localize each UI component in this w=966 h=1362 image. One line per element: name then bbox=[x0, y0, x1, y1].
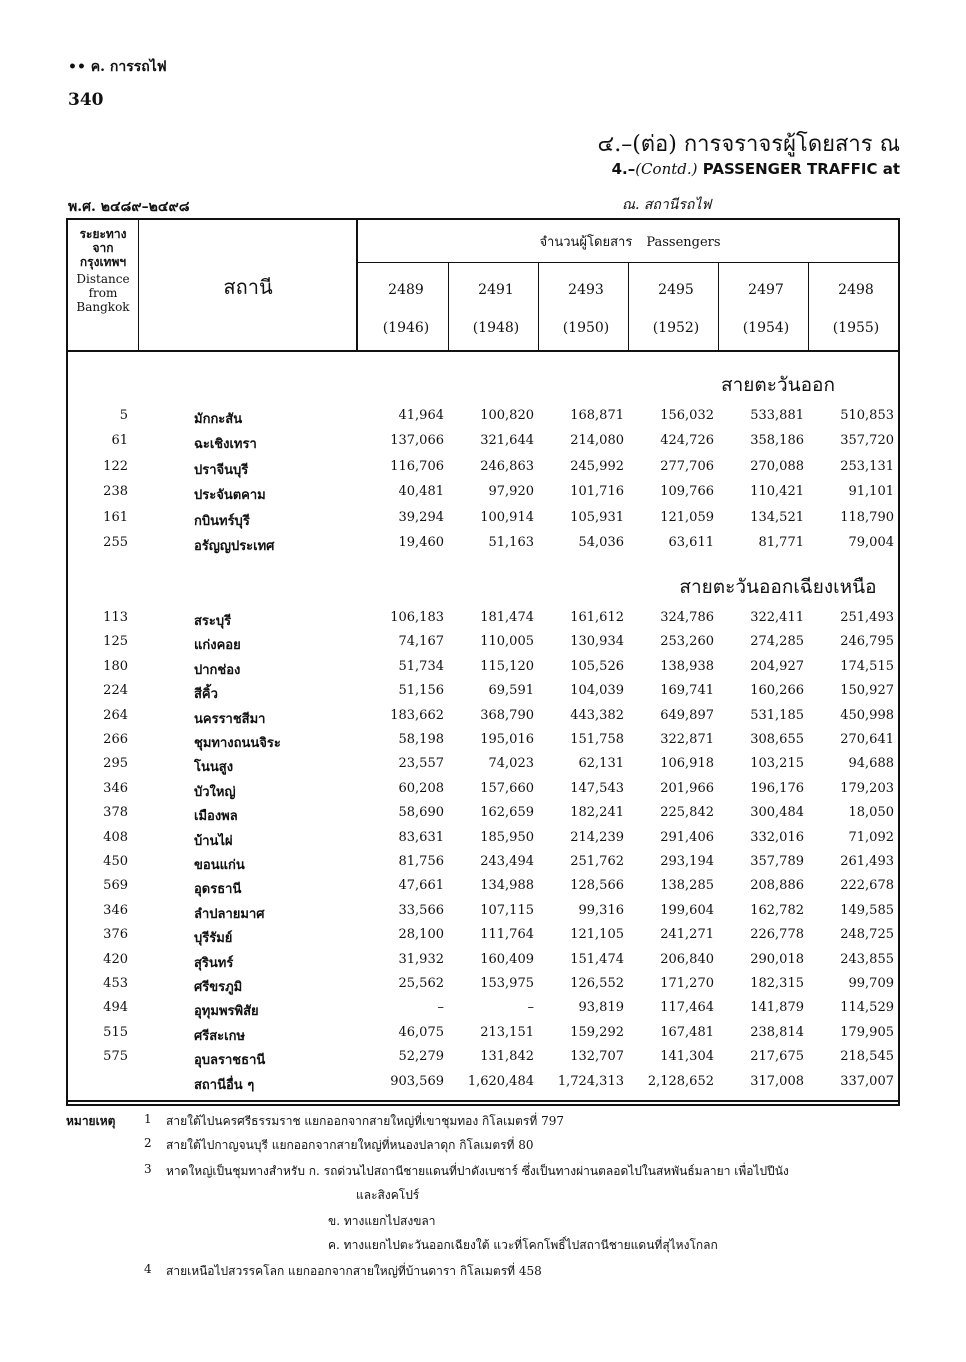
value-cell: 91,101 bbox=[848, 484, 894, 500]
distance-cell: 61 bbox=[111, 433, 128, 449]
distance-cell: 378 bbox=[103, 805, 128, 821]
value-cell: 110,421 bbox=[750, 484, 804, 500]
value-cell: 100,914 bbox=[480, 509, 534, 525]
value-cell: 116,706 bbox=[390, 458, 444, 474]
value-cell: 195,016 bbox=[480, 732, 534, 747]
value-cell: 248,725 bbox=[840, 927, 894, 943]
divider bbox=[138, 220, 139, 350]
distance-cell: 161 bbox=[103, 509, 128, 525]
value-cell: 74,023 bbox=[488, 756, 534, 772]
value-cell: 291,406 bbox=[660, 829, 714, 845]
table-row bbox=[68, 634, 898, 659]
value-cell: 332,016 bbox=[750, 829, 804, 845]
station-cell: บ้านไผ่ bbox=[194, 833, 233, 849]
value-cell: 300,484 bbox=[750, 805, 804, 821]
distance-cell: 264 bbox=[103, 707, 128, 723]
station-cell: ศรีสะเกษ bbox=[194, 1028, 246, 1044]
value-cell: 270,641 bbox=[840, 732, 894, 747]
value-cell: 204,927 bbox=[750, 658, 804, 674]
value-cell: 169,741 bbox=[660, 683, 714, 699]
value-cell: 274,285 bbox=[750, 634, 804, 650]
table-row bbox=[68, 805, 898, 830]
value-cell: 74,167 bbox=[398, 634, 444, 650]
value-cell: 226,778 bbox=[750, 927, 804, 943]
value-cell: 117,464 bbox=[660, 1000, 714, 1016]
value-cell: 137,066 bbox=[390, 433, 444, 449]
column-header-passengers bbox=[360, 236, 900, 251]
page-number: 340 bbox=[68, 90, 104, 110]
value-cell: 25,562 bbox=[398, 976, 444, 991]
value-cell: – bbox=[527, 1000, 534, 1016]
note-text: ค. ทางแยกไปตะวันออกเฉียงใต้ แวะที่โคกโพธิ์ไปสถานีชายแดนที่สุไหงโกลก bbox=[328, 1238, 718, 1252]
value-cell: 121,059 bbox=[660, 509, 714, 525]
value-cell: 337,007 bbox=[840, 1073, 894, 1089]
value-cell: 321,644 bbox=[480, 433, 534, 449]
value-cell: 322,871 bbox=[660, 732, 714, 747]
station-cell: อุทุมพรพิสัย bbox=[194, 1004, 259, 1020]
station-cell: ศรีขรภูมิ bbox=[194, 980, 243, 995]
table-row bbox=[68, 878, 898, 903]
value-cell: 246,795 bbox=[840, 634, 894, 650]
value-cell: 131,842 bbox=[480, 1049, 534, 1065]
value-cell: 357,789 bbox=[750, 854, 804, 869]
value-cell: 100,820 bbox=[480, 408, 534, 423]
value-cell: 115,120 bbox=[480, 658, 534, 674]
distance-cell: 238 bbox=[103, 484, 128, 500]
value-cell: 97,920 bbox=[488, 484, 534, 500]
table-row bbox=[68, 927, 898, 952]
value-cell: 128,566 bbox=[570, 878, 624, 894]
note-number: 3 bbox=[144, 1162, 152, 1176]
table-row bbox=[68, 1025, 898, 1050]
table-row bbox=[68, 756, 898, 781]
distance-cell: 180 bbox=[103, 658, 128, 674]
value-cell: 23,557 bbox=[398, 756, 444, 772]
table-row bbox=[68, 683, 898, 708]
distance-cell: 453 bbox=[103, 976, 128, 991]
value-cell: 28,100 bbox=[398, 927, 444, 943]
value-cell: 160,409 bbox=[480, 951, 534, 967]
station-cell: อุดรธานี bbox=[194, 882, 242, 898]
value-cell: 138,285 bbox=[660, 878, 714, 894]
value-cell: 214,239 bbox=[570, 829, 624, 845]
value-cell: 2,128,652 bbox=[647, 1073, 714, 1089]
table-row bbox=[68, 408, 898, 433]
note-text: สายใต้ไปกาญจนบุรี แยกออกจากสายใหญ่ที่หนองปลาดุก กิโลเมตรที่ 80 bbox=[166, 1138, 534, 1152]
table-row bbox=[68, 708, 898, 733]
value-cell: 450,998 bbox=[840, 707, 894, 723]
value-cell: 531,185 bbox=[750, 707, 804, 723]
value-cell: 147,543 bbox=[570, 780, 624, 796]
value-cell: 368,790 bbox=[480, 707, 534, 723]
value-cell: 83,631 bbox=[398, 829, 444, 845]
value-cell: 62,131 bbox=[578, 756, 624, 772]
table-row bbox=[68, 484, 898, 509]
table-row bbox=[68, 510, 898, 535]
table-bottom-rule bbox=[68, 1100, 898, 1102]
divider bbox=[356, 220, 358, 350]
value-cell: 109,766 bbox=[660, 484, 714, 500]
value-cell: 81,756 bbox=[398, 854, 444, 869]
value-cell: 156,032 bbox=[660, 408, 714, 423]
value-cell: 261,493 bbox=[840, 854, 894, 869]
value-cell: 52,279 bbox=[398, 1049, 444, 1065]
value-cell: 196,176 bbox=[750, 780, 804, 796]
value-cell: 58,690 bbox=[398, 805, 444, 821]
distance-cell: 113 bbox=[103, 610, 128, 625]
value-cell: 99,316 bbox=[578, 902, 624, 918]
value-cell: 162,782 bbox=[750, 902, 804, 918]
line-heading-east: สายตะวันออก bbox=[721, 374, 835, 396]
station-cell: เมืองพล bbox=[194, 809, 238, 825]
value-cell: 126,552 bbox=[570, 976, 624, 991]
value-cell: 157,660 bbox=[480, 780, 534, 796]
table-row bbox=[68, 535, 898, 560]
table-row bbox=[68, 830, 898, 855]
value-cell: 171,270 bbox=[660, 976, 714, 991]
value-cell: 293,194 bbox=[660, 854, 714, 869]
value-cell: 40,481 bbox=[398, 484, 444, 500]
station-cell: แก่งคอย bbox=[194, 638, 241, 654]
note-text: ข. ทางแยกไปสงขลา bbox=[328, 1214, 436, 1228]
value-cell: 159,292 bbox=[570, 1024, 624, 1040]
station-cell: ประจันตคาม bbox=[194, 488, 266, 504]
value-cell: 243,494 bbox=[480, 854, 534, 869]
value-cell: 58,198 bbox=[398, 732, 444, 747]
station-cell: สีคิ้ว bbox=[194, 687, 218, 703]
note-text: สายใต้ไปนครศรีธรรมราช แยกออกจากสายใหญ่ที่เขาชุมทอง กิโลเมตรที่ 797 bbox=[166, 1114, 564, 1128]
distance-cell: 569 bbox=[103, 878, 128, 894]
value-cell: 222,678 bbox=[840, 878, 894, 894]
value-cell: 253,131 bbox=[840, 458, 894, 474]
value-cell: 179,905 bbox=[840, 1024, 894, 1040]
value-cell: 106,918 bbox=[660, 756, 714, 772]
passengers-header-eng: Passengers bbox=[646, 235, 721, 250]
value-cell: 103,215 bbox=[750, 756, 804, 772]
value-cell: 246,863 bbox=[480, 458, 534, 474]
table-row bbox=[68, 732, 898, 757]
value-cell: 105,931 bbox=[570, 509, 624, 525]
value-cell: 251,762 bbox=[570, 854, 624, 869]
value-cell: 162,659 bbox=[480, 805, 534, 821]
value-cell: 18,050 bbox=[848, 805, 894, 821]
station-cell: สระบุรี bbox=[194, 614, 232, 629]
value-cell: 217,675 bbox=[750, 1049, 804, 1065]
value-cell: 185,950 bbox=[480, 829, 534, 845]
value-cell: 60,208 bbox=[398, 780, 444, 796]
value-cell: 118,790 bbox=[840, 509, 894, 525]
value-cell: 179,203 bbox=[840, 780, 894, 796]
note-number: 1 bbox=[144, 1112, 152, 1126]
value-cell: 105,526 bbox=[570, 658, 624, 674]
value-cell: 79,004 bbox=[848, 535, 894, 550]
value-cell: 253,260 bbox=[660, 634, 714, 650]
passengers-header-thai: จำนวนผู้โดยสาร bbox=[539, 235, 633, 250]
note-number: 2 bbox=[144, 1136, 152, 1150]
value-cell: 99,709 bbox=[848, 976, 894, 991]
value-cell: 134,521 bbox=[750, 509, 804, 525]
distance-cell: 450 bbox=[103, 854, 128, 869]
table-row bbox=[68, 459, 898, 484]
value-cell: 213,151 bbox=[480, 1024, 534, 1040]
station-cell: ลำปลายมาศ bbox=[194, 906, 265, 922]
value-cell: 443,382 bbox=[570, 707, 624, 723]
value-cell: 277,706 bbox=[660, 458, 714, 474]
value-cell: 81,771 bbox=[758, 535, 804, 550]
table-row bbox=[68, 976, 898, 1001]
value-cell: 33,566 bbox=[398, 902, 444, 918]
value-cell: 270,088 bbox=[750, 458, 804, 474]
value-cell: 225,842 bbox=[660, 805, 714, 821]
value-cell: 533,881 bbox=[750, 408, 804, 423]
station-cell: มักกะสัน bbox=[194, 412, 243, 427]
value-cell: 130,934 bbox=[570, 634, 624, 650]
distance-cell: 122 bbox=[103, 458, 128, 474]
table-row bbox=[68, 854, 898, 879]
title-number: 4.– bbox=[611, 160, 636, 178]
value-cell: 290,018 bbox=[750, 951, 804, 967]
distance-cell: 295 bbox=[103, 756, 128, 772]
value-cell: 54,036 bbox=[578, 535, 624, 550]
value-cell: 114,529 bbox=[840, 1000, 894, 1016]
page-title-english bbox=[612, 160, 900, 178]
table-row bbox=[68, 903, 898, 928]
line-heading-northeast: สายตะวันออกเฉียงเหนือ bbox=[679, 576, 877, 598]
distance-cell: 515 bbox=[103, 1024, 128, 1040]
value-cell: 110,005 bbox=[480, 634, 534, 650]
year-header: 2497 (1954) bbox=[742, 282, 790, 336]
distance-cell: 346 bbox=[103, 902, 128, 918]
station-cell: กบินทร์บุรี bbox=[194, 513, 250, 529]
value-cell: 141,304 bbox=[660, 1049, 714, 1065]
value-cell: 41,964 bbox=[398, 408, 444, 423]
value-cell: 208,886 bbox=[750, 878, 804, 894]
station-cell: สุรินทร์ bbox=[194, 955, 234, 971]
value-cell: 107,115 bbox=[480, 902, 534, 918]
value-cell: 141,879 bbox=[750, 1000, 804, 1016]
distance-cell: 224 bbox=[103, 683, 128, 699]
table-row bbox=[68, 1000, 898, 1025]
note-text: สายเหนือไปสวรรคโลก แยกออกจากสายใหญ่ที่บ้านดารา กิโลเมตรที่ 458 bbox=[166, 1264, 542, 1278]
handwritten-note: ณ. สถานีรถไฟ bbox=[622, 197, 712, 213]
value-cell: 322,411 bbox=[750, 610, 804, 625]
value-cell: 1,620,484 bbox=[467, 1073, 534, 1089]
station-cell: ขอนแก่น bbox=[194, 858, 245, 873]
column-header-station: สถานี bbox=[223, 275, 273, 299]
title-text: PASSENGER TRAFFIC at bbox=[702, 160, 900, 178]
value-cell: 182,315 bbox=[750, 976, 804, 991]
station-cell: สถานีอื่น ๆ bbox=[194, 1077, 255, 1093]
value-cell: 649,897 bbox=[660, 707, 714, 723]
table-row bbox=[68, 952, 898, 977]
station-cell: ชุมทางถนนจิระ bbox=[194, 736, 281, 751]
distance-header-eng: Distance from Bangkok bbox=[76, 272, 130, 314]
value-cell: 317,008 bbox=[750, 1073, 804, 1089]
table-row bbox=[68, 1074, 898, 1099]
page-title-thai: ๔.–(ต่อ) การจราจรผู้โดยสาร ณ bbox=[597, 132, 900, 157]
station-cell: โนนสูง bbox=[194, 760, 234, 776]
value-cell: 160,266 bbox=[750, 683, 804, 699]
station-cell: ปากช่อง bbox=[194, 662, 241, 678]
value-cell: 46,075 bbox=[398, 1024, 444, 1040]
value-cell: 51,734 bbox=[398, 658, 444, 674]
value-cell: 201,966 bbox=[660, 780, 714, 796]
table-row bbox=[68, 781, 898, 806]
notes-label: หมายเหตุ bbox=[66, 1114, 116, 1128]
year-header: 2489 (1946) bbox=[382, 282, 430, 336]
station-cell: อรัญญประเทศ bbox=[194, 539, 275, 554]
note-text: และสิงคโปร์ bbox=[356, 1188, 420, 1202]
distance-cell: 376 bbox=[103, 927, 128, 943]
value-cell: 151,474 bbox=[570, 951, 624, 967]
distance-cell: 408 bbox=[103, 829, 128, 845]
value-cell: 71,092 bbox=[848, 829, 894, 845]
value-cell: 111,764 bbox=[480, 927, 534, 943]
year-header: 2491 (1948) bbox=[472, 282, 520, 336]
value-cell: 19,460 bbox=[398, 535, 444, 550]
distance-cell: 255 bbox=[103, 535, 128, 550]
value-cell: 153,975 bbox=[480, 976, 534, 991]
value-cell: 424,726 bbox=[660, 433, 714, 449]
value-cell: 31,932 bbox=[398, 951, 444, 967]
value-cell: 308,655 bbox=[750, 732, 804, 747]
value-cell: 150,927 bbox=[840, 683, 894, 699]
table-row bbox=[68, 610, 898, 635]
value-cell: 168,871 bbox=[570, 408, 624, 423]
year-header: 2493 (1950) bbox=[562, 282, 610, 336]
header-bottom-rule bbox=[68, 350, 898, 352]
value-cell: 63,611 bbox=[668, 535, 714, 550]
value-cell: 93,819 bbox=[578, 1000, 624, 1016]
value-cell: 134,988 bbox=[480, 878, 534, 894]
value-cell: 903,569 bbox=[390, 1073, 444, 1089]
distance-cell: 494 bbox=[103, 1000, 128, 1016]
value-cell: 101,716 bbox=[570, 484, 624, 500]
station-cell: นครราชสีมา bbox=[194, 711, 266, 727]
value-cell: 104,039 bbox=[570, 683, 624, 699]
value-cell: 94,688 bbox=[848, 756, 894, 772]
value-cell: 132,707 bbox=[570, 1049, 624, 1065]
value-cell: 69,591 bbox=[488, 683, 534, 699]
station-cell: ปราจีนบุรี bbox=[194, 462, 249, 478]
value-cell: 51,156 bbox=[398, 683, 444, 699]
year-header: 2495 (1952) bbox=[652, 282, 700, 336]
value-cell: 182,241 bbox=[570, 805, 624, 821]
value-cell: 206,840 bbox=[660, 951, 714, 967]
table-row bbox=[68, 1049, 898, 1074]
year-header: 2498 (1955) bbox=[832, 282, 880, 336]
value-cell: 47,661 bbox=[398, 878, 444, 894]
station-cell: อุบลราชธานี bbox=[194, 1053, 266, 1069]
value-cell: 39,294 bbox=[398, 509, 444, 525]
table-row bbox=[68, 659, 898, 684]
station-cell: บัวใหญ่ bbox=[194, 784, 236, 800]
value-cell: 106,183 bbox=[390, 610, 444, 625]
distance-cell: 575 bbox=[103, 1049, 128, 1065]
value-cell: 1,724,313 bbox=[557, 1073, 624, 1089]
value-cell: 199,604 bbox=[660, 902, 714, 918]
value-cell: 161,612 bbox=[570, 610, 624, 625]
value-cell: 251,493 bbox=[840, 610, 894, 625]
value-cell: 51,163 bbox=[488, 535, 534, 550]
value-cell: 238,814 bbox=[750, 1024, 804, 1040]
distance-cell: 5 bbox=[119, 408, 128, 423]
note-text: หาดใหญ่เป็นชุมทางสำหรับ ก. รถด่วนไปสถานีชายแดนที่ปาดังเบซาร์ ซึ่งเป็นทางผ่านตลอดไปในสหพันธ์มลายา เพื่อไปปีนัง bbox=[166, 1164, 789, 1178]
value-cell: 358,186 bbox=[750, 433, 804, 449]
value-cell: 245,992 bbox=[570, 458, 624, 474]
value-cell: 149,585 bbox=[840, 902, 894, 918]
distance-header-thai: ระยะทาง จาก กรุงเทพฯ bbox=[79, 227, 127, 269]
year-range: พ.ศ. ๒๔๘๙–๒๔๙๘ bbox=[68, 199, 190, 215]
value-cell: 324,786 bbox=[660, 610, 714, 625]
value-cell: 167,481 bbox=[660, 1024, 714, 1040]
value-cell: 357,720 bbox=[840, 433, 894, 449]
distance-cell: 266 bbox=[103, 732, 128, 747]
value-cell: 241,271 bbox=[660, 927, 714, 943]
station-cell: ฉะเชิงเทรา bbox=[194, 437, 257, 453]
distance-cell: 125 bbox=[103, 634, 128, 650]
value-cell: 243,855 bbox=[840, 951, 894, 967]
column-header-distance bbox=[68, 228, 138, 315]
title-contd: (Contd.) bbox=[635, 160, 698, 178]
value-cell: 121,105 bbox=[570, 927, 624, 943]
distance-cell: 420 bbox=[103, 951, 128, 967]
value-cell: 214,080 bbox=[570, 433, 624, 449]
distance-cell: 346 bbox=[103, 780, 128, 796]
station-cell: บุรีรัมย์ bbox=[194, 931, 233, 947]
value-cell: 138,938 bbox=[660, 658, 714, 674]
value-cell: 218,545 bbox=[840, 1049, 894, 1065]
value-cell: 510,853 bbox=[840, 408, 894, 423]
value-cell: – bbox=[437, 1000, 444, 1016]
value-cell: 151,758 bbox=[570, 732, 624, 747]
section-label: •• ค. การรถไฟ bbox=[68, 59, 167, 75]
value-cell: 181,474 bbox=[480, 610, 534, 625]
table-row bbox=[68, 433, 898, 458]
note-number: 4 bbox=[144, 1262, 152, 1276]
value-cell: 183,662 bbox=[390, 707, 444, 723]
value-cell: 174,515 bbox=[840, 658, 894, 674]
